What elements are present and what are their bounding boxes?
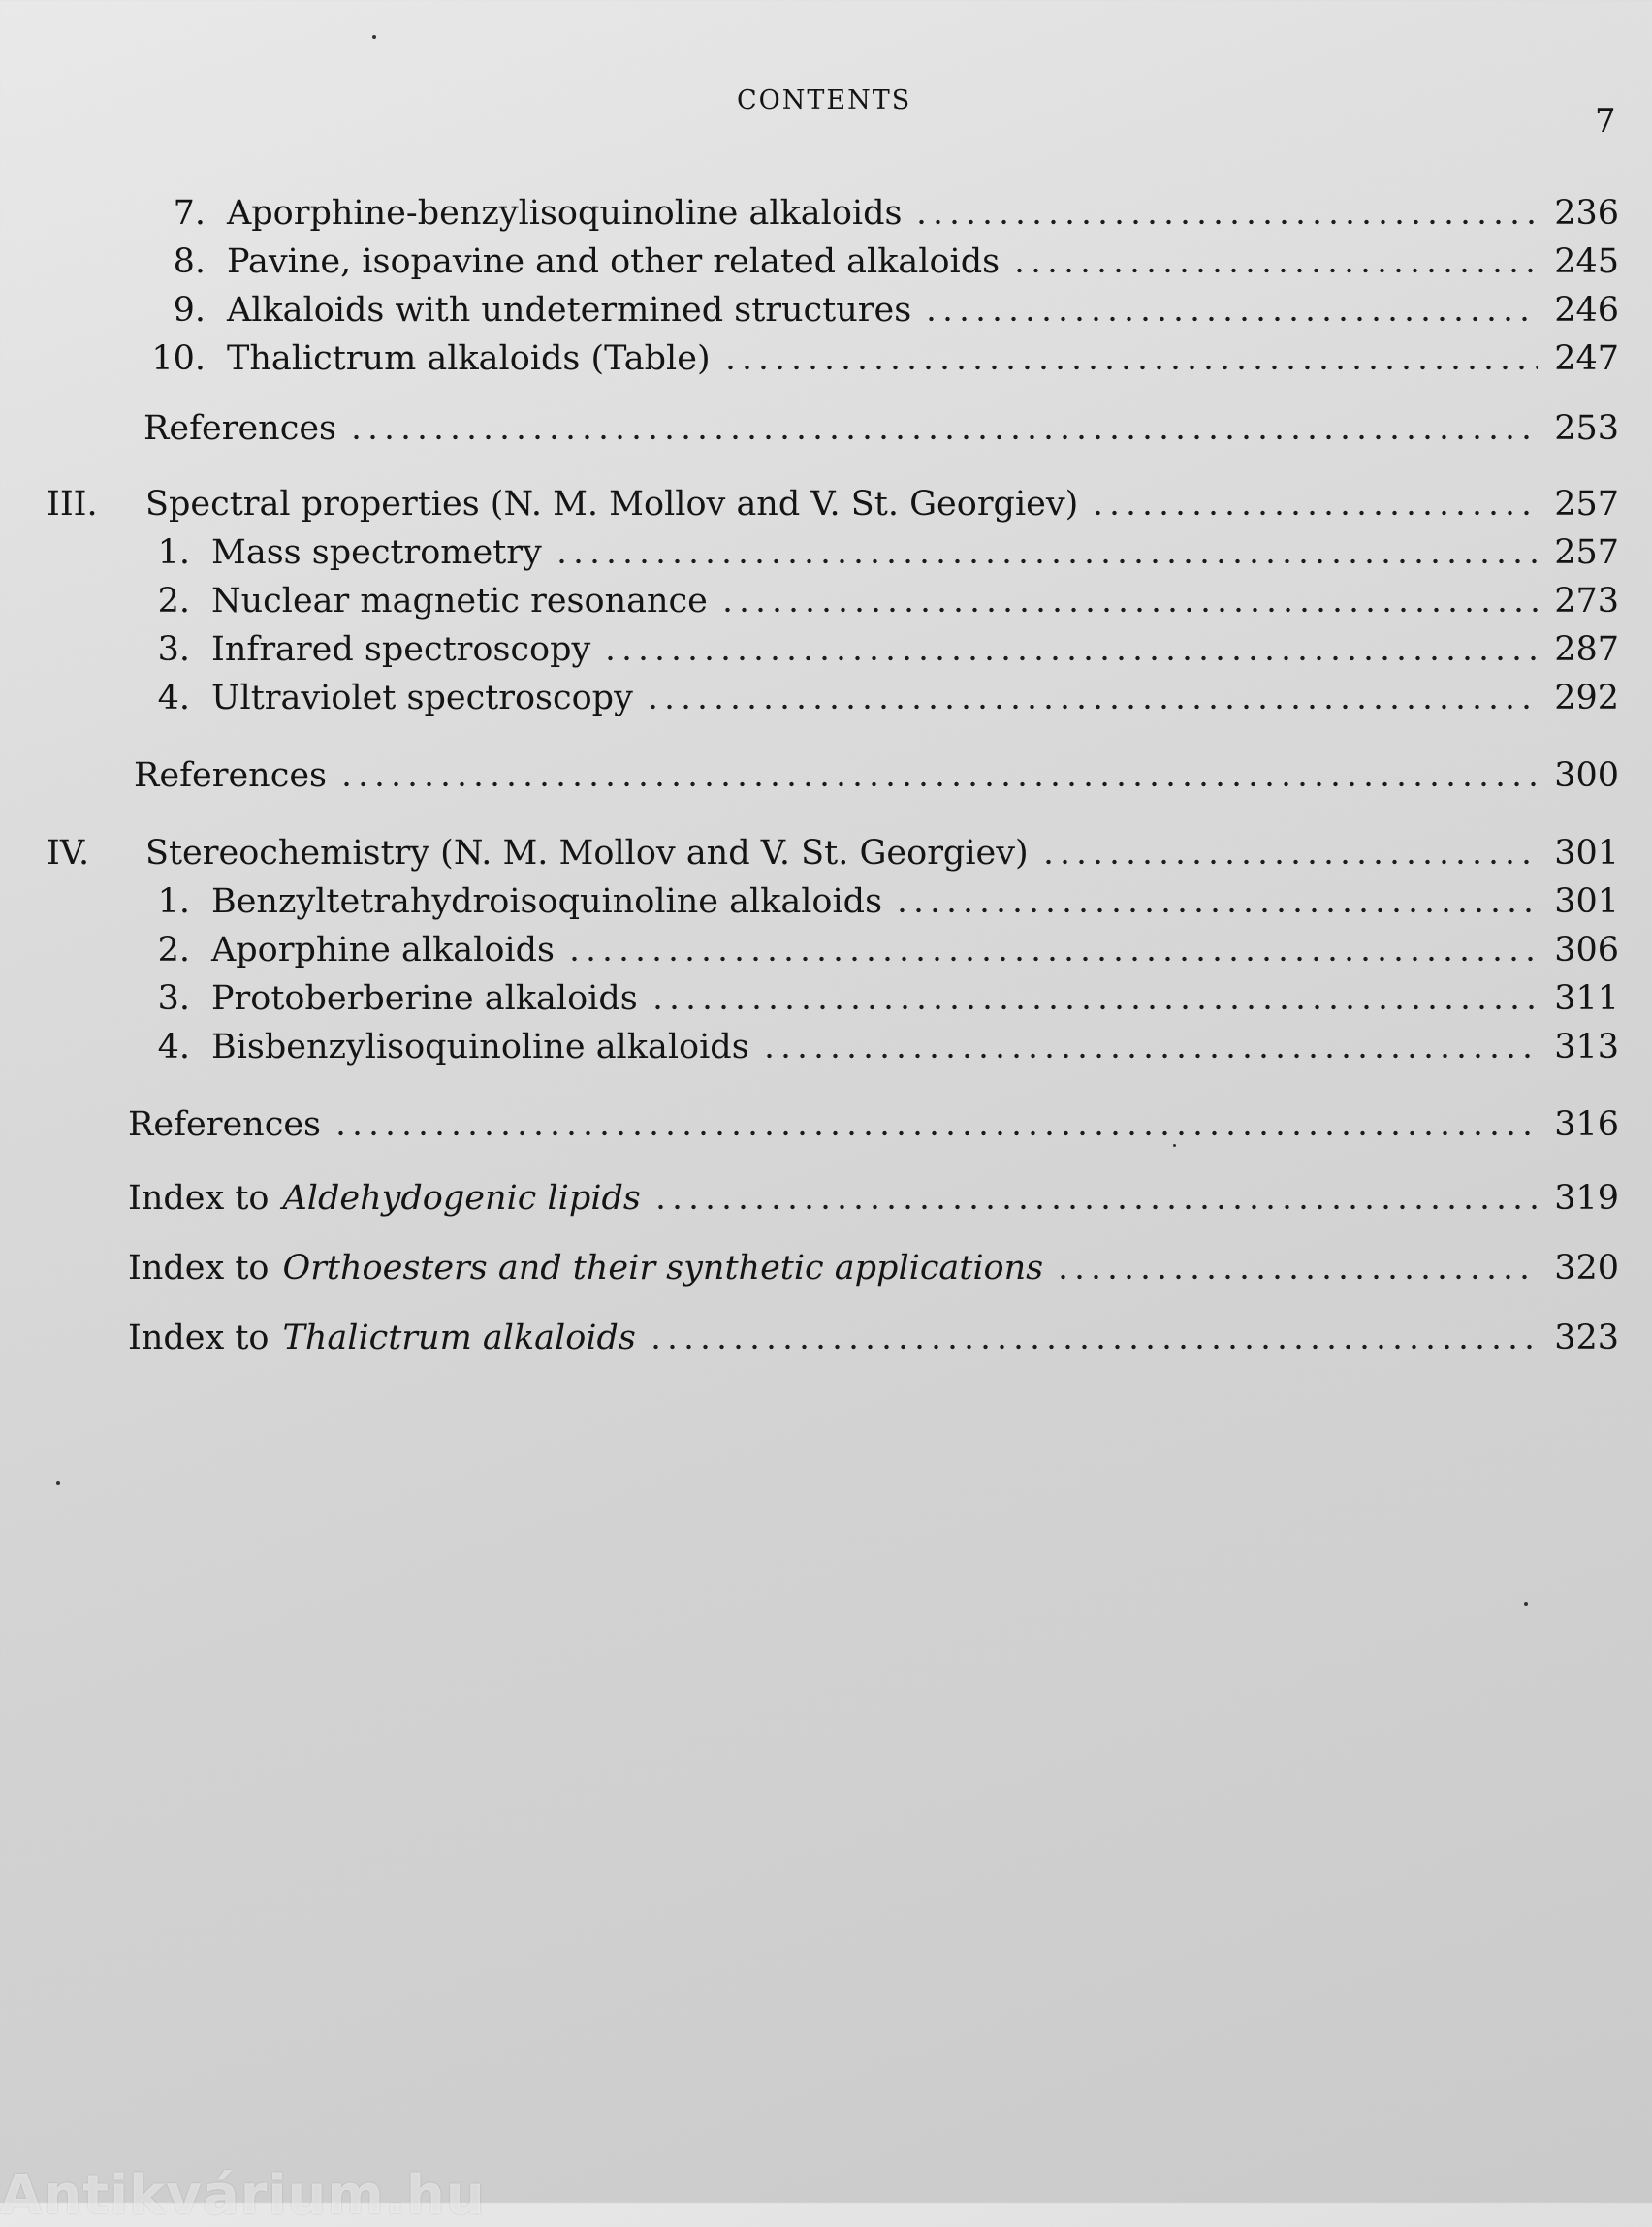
toc-entry-page: 311 <box>1554 979 1619 1018</box>
toc-entry-page: 253 <box>1554 409 1619 448</box>
toc-entry-page: 306 <box>1554 931 1619 970</box>
toc-entry <box>145 1028 1619 1066</box>
toc-entry-title: Aporphine-benzylisoquinoline alkaloids <box>227 194 903 233</box>
toc-entry-page: 246 <box>1554 291 1619 330</box>
toc-chapter-number: IV. <box>47 834 90 873</box>
leader-dots <box>645 704 1538 710</box>
toc-entry-title: Benzyltetrahydroisoquinoline alkaloids <box>211 882 883 921</box>
toc-entry-page: 257 <box>1554 485 1619 524</box>
toc-entry-page: 301 <box>1554 882 1619 921</box>
toc-entry-title: Thalictrum alkaloids (Table) <box>227 339 711 378</box>
paper-speck <box>1173 1144 1176 1147</box>
toc-entry-title: Aporphine alkaloids <box>211 931 555 970</box>
toc-entry-title: Protoberberine alkaloids <box>211 979 638 1018</box>
toc-entry-number: 9. <box>173 291 206 330</box>
toc-index-title: Thalictrum alkaloids <box>282 1319 636 1357</box>
toc-index-entry <box>128 1249 1619 1288</box>
toc-index-entry <box>128 1319 1619 1357</box>
leader-dots <box>1090 510 1538 516</box>
leader-dots <box>554 558 1538 564</box>
toc-entry-number: 4. <box>157 1028 190 1066</box>
toc-entry-page: 287 <box>1554 630 1619 669</box>
toc-entry <box>145 979 1619 1018</box>
toc-entry-page: 323 <box>1554 1319 1619 1357</box>
paper-speck <box>1524 1602 1528 1606</box>
running-header-page-number: 7 <box>1595 102 1616 141</box>
toc-entry-page: 236 <box>1554 194 1619 233</box>
toc-entry-page: 316 <box>1554 1105 1619 1144</box>
toc-entry-page: 247 <box>1554 339 1619 378</box>
toc-entry-references <box>128 1105 1619 1144</box>
running-header-title: CONTENTS <box>737 85 912 115</box>
toc-entry-references <box>134 756 1619 795</box>
leader-dots <box>652 1204 1538 1210</box>
toc-entry-title: Spectral properties (N. M. Mollov and V. St. Georgiev) <box>145 485 1079 524</box>
toc-entry <box>145 339 1619 378</box>
toc-entry-title: References <box>128 1105 321 1144</box>
leader-dots <box>761 1053 1538 1059</box>
toc-chapter-number: III. <box>47 485 98 524</box>
leader-dots <box>913 219 1538 225</box>
toc-entry <box>145 291 1619 330</box>
toc-entry-page: 300 <box>1554 756 1619 795</box>
toc-index-prefix: Index to <box>128 1319 270 1357</box>
toc-entry-number: 1. <box>157 533 190 572</box>
leader-dots <box>648 1344 1538 1350</box>
toc-chapter <box>47 834 1619 873</box>
toc-entry-title: Alkaloids with undetermined structures <box>227 291 912 330</box>
toc-entry-title: Infrared spectroscopy <box>211 630 591 669</box>
toc-entry <box>145 679 1619 717</box>
toc-entry-page: 313 <box>1554 1028 1619 1066</box>
toc-entry <box>145 194 1619 233</box>
toc-entry-page: 320 <box>1554 1249 1619 1288</box>
paper-speck <box>56 1481 60 1485</box>
toc-entry-number: 8. <box>173 242 206 281</box>
toc-entry <box>145 630 1619 669</box>
leader-dots <box>602 655 1538 661</box>
toc-entry-page: 257 <box>1554 533 1619 572</box>
leader-dots <box>1040 859 1538 865</box>
toc-entry-number: 1. <box>157 882 190 921</box>
toc-index-title: Orthoesters and their synthetic applications <box>282 1249 1044 1288</box>
paper-speck <box>372 35 376 39</box>
toc-entry-number: 4. <box>157 679 190 717</box>
leader-dots <box>650 1004 1538 1010</box>
leader-dots <box>338 781 1538 787</box>
watermark-logo: Antikvárium.hu <box>0 2164 486 2227</box>
leader-dots <box>566 956 1538 962</box>
toc-entry-title: References <box>134 756 327 795</box>
leader-dots <box>348 434 1538 440</box>
toc-entry-number: 10. <box>151 339 206 378</box>
leader-dots <box>1055 1274 1538 1280</box>
toc-index-title: Aldehydogenic lipids <box>282 1179 641 1218</box>
toc-entry-page: 301 <box>1554 834 1619 873</box>
toc-entry-number: 2. <box>157 582 190 620</box>
toc-entry-page: 245 <box>1554 242 1619 281</box>
toc-entry-number: 2. <box>157 931 190 970</box>
toc-index-prefix: Index to <box>128 1179 270 1218</box>
toc-index-entry <box>128 1179 1619 1218</box>
toc-entry-title: Mass spectrometry <box>211 533 542 572</box>
leader-dots <box>1011 268 1538 273</box>
toc-entry-title: Stereochemistry (N. M. Mollov and V. St. Georgiev) <box>145 834 1029 873</box>
leader-dots <box>923 316 1538 322</box>
toc-chapter <box>47 485 1619 524</box>
toc-entry-page: 292 <box>1554 679 1619 717</box>
toc-entry-number: 3. <box>157 630 190 669</box>
leader-dots <box>719 607 1538 613</box>
toc-entry-references <box>143 409 1619 448</box>
toc-index-prefix: Index to <box>128 1249 270 1288</box>
leader-dots <box>333 1130 1538 1136</box>
toc-entry-title: Bisbenzylisoquinoline alkaloids <box>211 1028 749 1066</box>
toc-entry-number: 7. <box>173 194 206 233</box>
toc-entry <box>145 882 1619 921</box>
toc-entry <box>145 242 1619 281</box>
toc-entry-page: 273 <box>1554 582 1619 620</box>
toc-entry-title: References <box>143 409 336 448</box>
toc-entry-number: 3. <box>157 979 190 1018</box>
leader-dots <box>894 907 1538 913</box>
toc-entry <box>145 931 1619 970</box>
toc-entry-page: 319 <box>1554 1179 1619 1218</box>
toc-entry-title: Ultraviolet spectroscopy <box>211 679 633 717</box>
toc-entry <box>145 582 1619 620</box>
toc-entry-title: Pavine, isopavine and other related alkaloids <box>227 242 1001 281</box>
leader-dots <box>722 365 1538 370</box>
toc-entry <box>145 533 1619 572</box>
toc-entry-title: Nuclear magnetic resonance <box>211 582 708 620</box>
